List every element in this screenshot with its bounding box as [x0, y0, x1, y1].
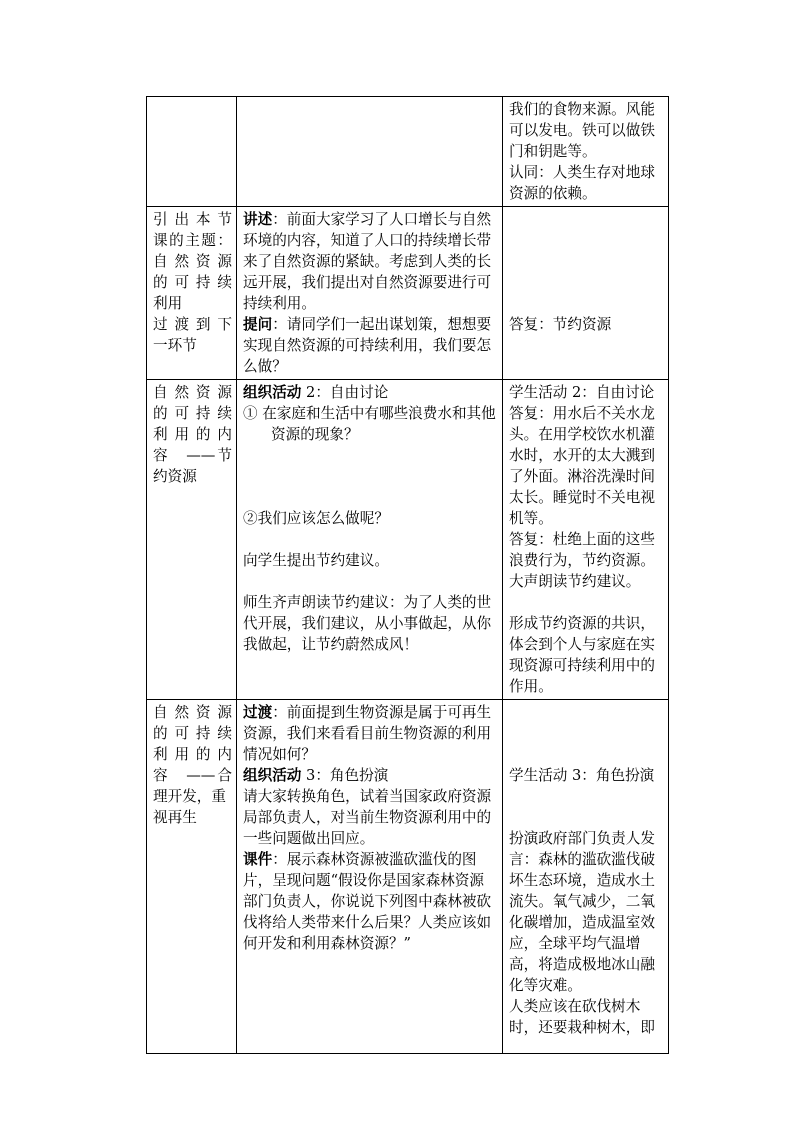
cell-teacher [237, 207, 503, 380]
activity-heading [243, 765, 498, 786]
cell-topic [147, 97, 237, 207]
transition-text: ：前面提到生物资源是属于可再生资源，我们来看看目前生物资源的利用情况如何？ [243, 704, 492, 763]
student-activity-heading: 学生活动 3：角色扮演 [509, 767, 655, 784]
cell-line: 理开发，重 [153, 788, 226, 805]
cell-student [503, 97, 669, 207]
cell-line: 门和钥匙等。 [509, 143, 597, 160]
cell-line: 利用 [153, 295, 183, 312]
cell-topic [147, 700, 237, 1054]
cell-teacher [237, 700, 503, 1054]
courseware-text: ：展示森林资源被滥砍滥伐的图片，呈现问题“假设你是国家森林资源部门负责人，你说说下列图中森林被砍伐将给人类带来什么后果？人类应该如何开发和利用森林资源？” [243, 851, 492, 952]
table-row [147, 700, 669, 1054]
question-text: ：请同学们一起出谋划策，想想要实现自然资源的可持续利用，我们要怎么做？ [243, 316, 492, 375]
cell-line: 自然资源 [153, 704, 232, 721]
suggestion-text: 向学生提出节约建议。 [243, 552, 389, 569]
activity-text: 3：角色扮演 [301, 767, 389, 784]
cell-teacher [237, 380, 503, 700]
answer-text: 形成节约资源的共识，体会到个人与家庭在实现资源可持续利用中的作用。 [509, 615, 655, 695]
cell-line: 视再生 [153, 809, 197, 826]
table-row [147, 97, 669, 207]
activity-heading [243, 382, 498, 403]
cell-line: 引出本节 [153, 211, 232, 228]
answer-text: 大声朗读节约建议。 [509, 573, 641, 590]
cell-line: 资源的依赖。 [509, 185, 597, 202]
cell-line: 约资源 [153, 468, 197, 485]
cell-student [503, 700, 669, 1054]
cell-topic [147, 207, 237, 380]
lesson-plan-table [146, 96, 669, 1054]
cell-line: 的可持续 [153, 725, 232, 742]
answer-text: 答复：节约资源 [509, 316, 612, 333]
cell-line: 认同：人类生存对地球 [509, 164, 655, 181]
label-jiangshu: 讲述 [243, 211, 273, 228]
label-kejian: 课件 [243, 851, 273, 868]
answer-text: 答复：杜绝上面的这些浪费行为，节约资源。 [509, 531, 655, 569]
table-row [147, 207, 669, 380]
cell-line: 过渡到下 [153, 316, 232, 333]
question-1: ① 在家庭和生活中有哪些浪费水和其他资源的现象？ [243, 405, 496, 443]
transition-paragraph [243, 702, 498, 765]
cell-line: 一环节 [153, 337, 197, 354]
lecture-text: ：前面大家学习了人口增长与自然环境的内容，知道了人口的持续增长带来了自然资源的紧缺。考虑到人类的长远开展，我们提出对自然资源要进行可持续利用。 [243, 211, 492, 312]
question-paragraph [243, 314, 498, 377]
speech-text: 扮演政府部门负责人发言：森林的滥砍滥伐破坏生态环境，造成水土流失。氧气减少，二氧化碳增加，造成温室效应，全球平均气温增高，将造成极地冰山融化等灾难。 [509, 830, 655, 994]
cell-line: 自然资源 [153, 384, 232, 401]
question-2: ②我们应该怎么做呢？ [243, 510, 389, 527]
label-tiwen: 提问 [243, 316, 273, 333]
cell-line: 利用的内 [153, 746, 232, 763]
cell-line: 课的主题： [153, 232, 232, 249]
read-aloud-text: 师生齐声朗读节约建议：为了人类的世代开展，我们建议，从小事做起，从你我做起，让节约蔚然成风！ [243, 594, 492, 653]
label-activity: 组织活动 [243, 384, 302, 401]
cell-line: 可以发电。铁可以做铁 [509, 122, 655, 139]
cell-line: 我们的食物来源。风能 [509, 101, 655, 118]
cell-line: 自然资源 [153, 253, 232, 270]
cell-line: 容 ——节 [153, 447, 232, 464]
cell-teacher [237, 97, 503, 207]
activity-text: 2：自由讨论 [301, 384, 389, 401]
answer-text: 答复：用水后不关水龙头。在用学校饮水机灌水时，水开的太大溅到了外面。淋浴洗澡时间太长。睡觉时不关电视机等。 [509, 405, 655, 527]
courseware-paragraph [243, 849, 498, 954]
cell-line: 的可持续 [153, 405, 232, 422]
cell-student [503, 380, 669, 700]
label-guodu: 过渡 [243, 704, 273, 721]
cell-student [503, 207, 669, 380]
lecture-paragraph [243, 209, 498, 314]
table-row [147, 380, 669, 700]
cell-line: 的可持续 [153, 274, 232, 291]
speech-text: 人类应该在砍伐树木时，还要栽种树木，即 [509, 998, 655, 1036]
cell-topic [147, 380, 237, 700]
label-activity: 组织活动 [243, 767, 302, 784]
cell-line: 利用的内 [153, 426, 232, 443]
role-play-text: 请大家转换角色，试着当国家政府资源局部负责人，对当前生物资源利用中的一些问题做出回应。 [243, 788, 492, 847]
student-activity-heading: 学生活动 2：自由讨论 [509, 384, 655, 401]
cell-line: 容 ——合 [153, 767, 232, 784]
